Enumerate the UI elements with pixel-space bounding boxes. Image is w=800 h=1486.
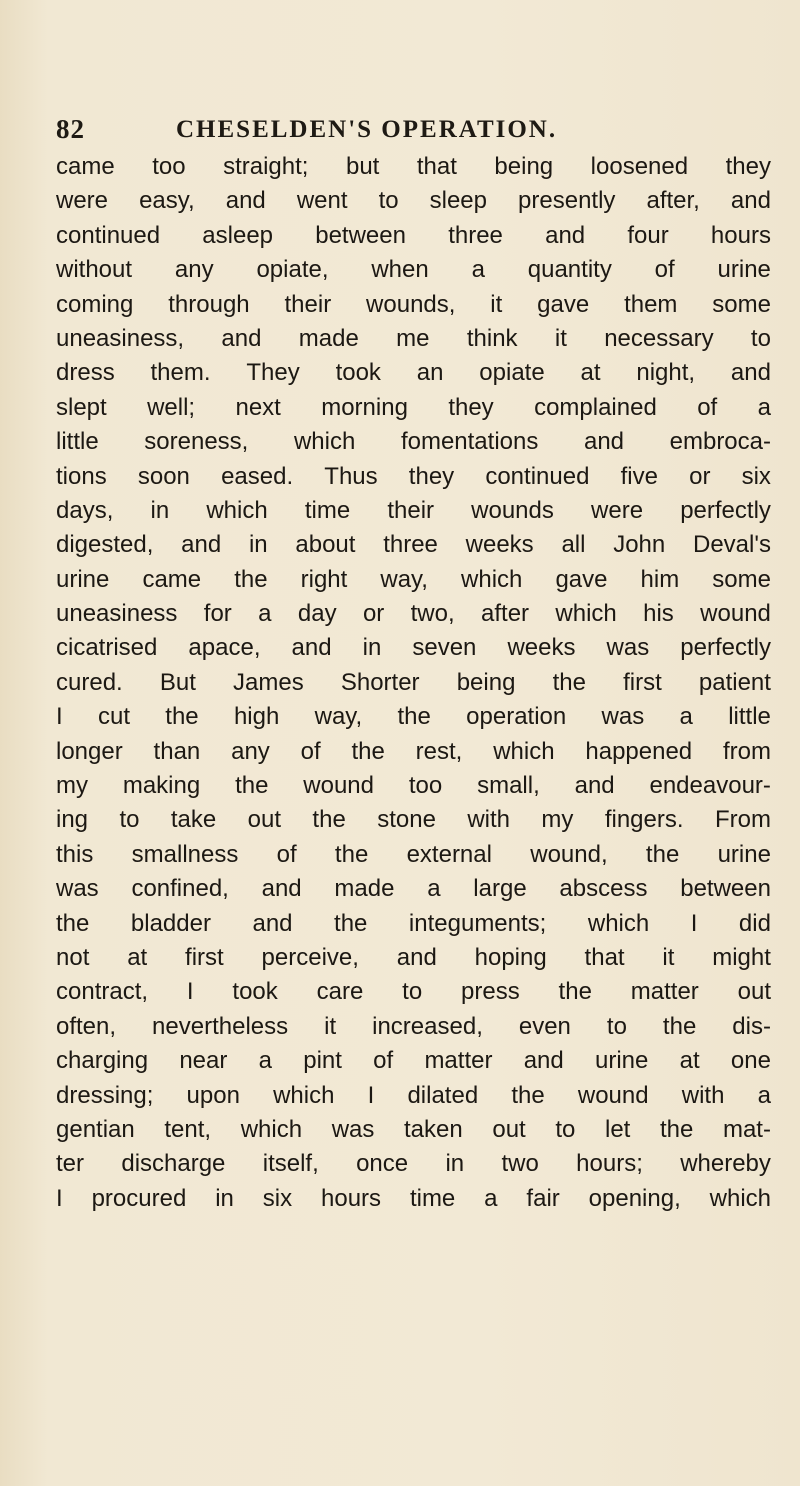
page-header bbox=[56, 100, 746, 144]
text-line: gentian tent, which was taken out to let the mat- bbox=[56, 1115, 771, 1143]
text-line: digested, and in about three weeks all John Deval's bbox=[56, 531, 771, 559]
text-line: I procured in six hours time a fair opening, which bbox=[56, 1184, 771, 1212]
text-line: days, in which time their wounds were perfectly bbox=[56, 496, 771, 524]
text-line: urine came the right way, which gave him some bbox=[56, 565, 771, 593]
text-line: was confined, and made a large abscess between bbox=[56, 875, 771, 903]
text-line: my making the wound too small, and endeavour- bbox=[56, 772, 771, 800]
text-line: I cut the high way, the operation was a little bbox=[56, 703, 771, 731]
text-line: uneasiness for a day or two, after which his wound bbox=[56, 600, 771, 628]
running-head: CHESELDEN'S OPERATION. bbox=[176, 116, 558, 143]
text-line: dress them. They took an opiate at night, and bbox=[56, 359, 771, 387]
text-line: contract, I took care to press the matter out bbox=[56, 978, 771, 1006]
text-line: not at first perceive, and hoping that it might bbox=[56, 943, 771, 971]
text-line: uneasiness, and made me think it necessary to bbox=[56, 324, 771, 352]
text-line: ter discharge itself, once in two hours; whereby bbox=[56, 1150, 771, 1178]
text-line: often, nevertheless it increased, even to the dis- bbox=[56, 1012, 771, 1040]
text-line: without any opiate, when a quantity of urine bbox=[56, 256, 771, 284]
text-line: the bladder and the integuments; which I did bbox=[56, 909, 771, 937]
text-line: charging near a pint of matter and urine at one bbox=[56, 1047, 771, 1075]
text-line: coming through their wounds, it gave them some bbox=[56, 290, 771, 318]
text-line: slept well; next morning they complained of a bbox=[56, 393, 771, 421]
text-line: little soreness, which fomentations and embroca- bbox=[56, 428, 771, 456]
page-number: 82 bbox=[56, 114, 85, 144]
text-line: ing to take out the stone with my fingers. From bbox=[56, 806, 771, 834]
text-line: this smallness of the external wound, the urine bbox=[56, 840, 771, 868]
text-line: tions soon eased. Thus they continued five or six bbox=[56, 462, 771, 490]
text-line: dressing; upon which I dilated the wound with a bbox=[56, 1081, 771, 1109]
text-line: cicatrised apace, and in seven weeks was perfectly bbox=[56, 634, 771, 662]
text-line: came too straight; but that being loosened they bbox=[56, 153, 771, 180]
text-line: continued asleep between three and four hours bbox=[56, 221, 771, 249]
text-line: were easy, and went to sleep presently after, and bbox=[56, 187, 771, 215]
body-text bbox=[56, 150, 771, 1216]
text-line: cured. But James Shorter being the first patient bbox=[56, 668, 771, 696]
text-line: longer than any of the rest, which happened from bbox=[56, 737, 771, 765]
